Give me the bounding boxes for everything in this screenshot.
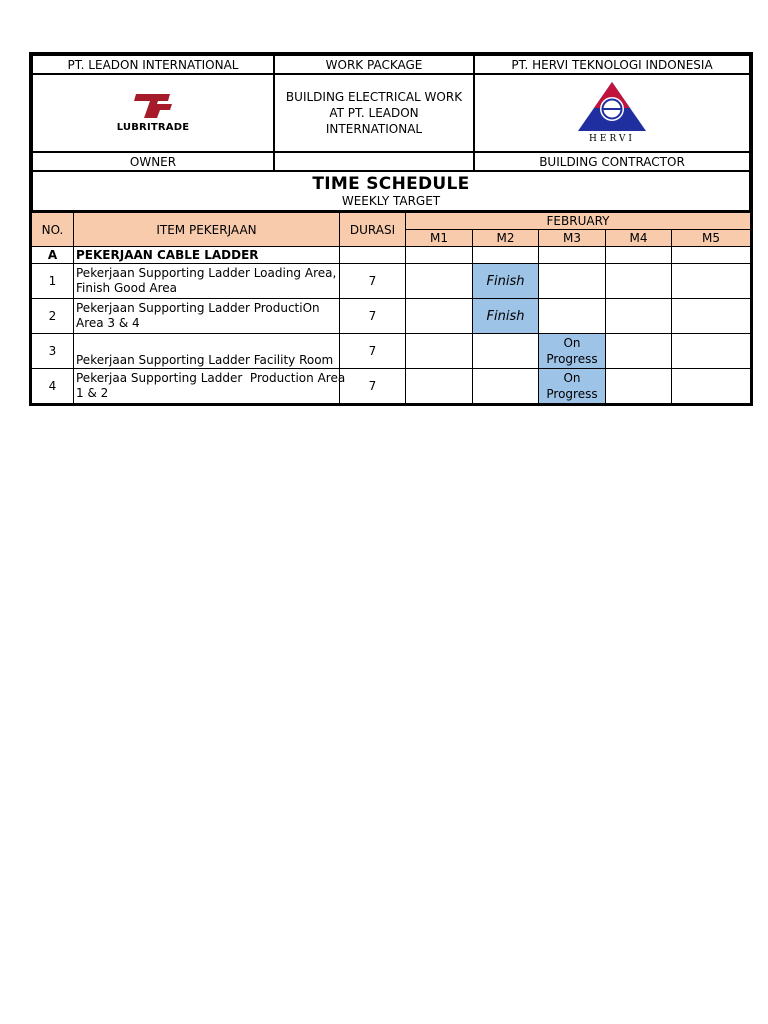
row-item-line: Finish Good Area — [76, 281, 178, 295]
week-header: M4 — [606, 230, 672, 247]
work-package-description — [274, 74, 474, 152]
contractor-label: BUILDING CONTRACTOR — [474, 152, 750, 171]
col-item-header: ITEM PEKERJAAN — [74, 213, 340, 247]
status-on-progress — [539, 369, 606, 404]
row-item — [74, 334, 340, 369]
row-item-line: Pekerjaan Supporting Ladder Loading Area, — [76, 266, 337, 280]
status-line: On — [563, 371, 581, 385]
section-title: PEKERJAAN CABLE LADDER — [74, 247, 340, 264]
section-row — [32, 247, 751, 264]
row-durasi: 7 — [340, 299, 406, 334]
week-header: M2 — [473, 230, 539, 247]
row-item-line: Pekerjaan Supporting Ladder ProductiOn — [76, 301, 320, 315]
status-line: Progress — [546, 387, 598, 401]
week-header: M3 — [539, 230, 606, 247]
lubritrade-logo-text: LUBRITRADE — [116, 121, 190, 133]
col-durasi-header: DURASI — [340, 213, 406, 247]
hervi-logo — [572, 79, 652, 145]
owner-logo-cell — [32, 74, 274, 152]
table-row — [32, 264, 751, 299]
status-line: On — [563, 336, 581, 350]
row-no: 2 — [32, 299, 74, 334]
contractor-company: PT. HERVI TEKNOLOGI INDONESIA — [474, 55, 750, 74]
month-header: FEBRUARY — [406, 213, 751, 230]
status-finish: Finish — [473, 299, 539, 334]
row-item-line: Area 3 & 4 — [76, 316, 140, 330]
header-table — [31, 54, 751, 212]
contractor-logo-cell — [474, 74, 750, 152]
row-durasi: 7 — [340, 264, 406, 299]
row-durasi: 7 — [340, 369, 406, 404]
page-title: TIME SCHEDULE — [312, 174, 470, 194]
blank-cell — [274, 152, 474, 171]
table-row — [32, 369, 751, 404]
row-no: 3 — [32, 334, 74, 369]
row-no: 4 — [32, 369, 74, 404]
status-finish: Finish — [473, 264, 539, 299]
owner-label: OWNER — [32, 152, 274, 171]
hervi-logo-text: HERVI — [589, 133, 635, 144]
status-on-progress — [539, 334, 606, 369]
lubritrade-logo — [108, 90, 198, 134]
owner-company: PT. LEADON INTERNATIONAL — [32, 55, 274, 74]
row-item-line: Pekerjaa Supporting Ladder Production Area — [76, 371, 346, 385]
page-subtitle: WEEKLY TARGET — [341, 194, 441, 208]
row-item — [74, 299, 340, 334]
week-header: M5 — [672, 230, 751, 247]
row-no: 1 — [32, 264, 74, 299]
row-item-line: 1 & 2 — [76, 386, 109, 400]
work-package-line3: INTERNATIONAL — [325, 122, 423, 136]
week-header: M1 — [406, 230, 473, 247]
status-line: Progress — [546, 352, 598, 366]
schedule-table — [31, 212, 751, 404]
row-durasi: 7 — [340, 334, 406, 369]
title-cell — [32, 171, 750, 211]
work-package-line1: BUILDING ELECTRICAL WORK — [285, 90, 463, 104]
row-item — [74, 264, 340, 299]
col-no-header: NO. — [32, 213, 74, 247]
work-package-label: WORK PACKAGE — [274, 55, 474, 74]
work-package-line2: AT PT. LEADON — [329, 106, 419, 120]
row-item — [74, 369, 346, 404]
table-row — [32, 299, 751, 334]
row-item-line: Pekerjaan Supporting Ladder Facility Room — [76, 353, 334, 367]
table-row — [32, 334, 751, 369]
section-no: A — [32, 247, 74, 264]
time-schedule-sheet — [29, 52, 753, 406]
